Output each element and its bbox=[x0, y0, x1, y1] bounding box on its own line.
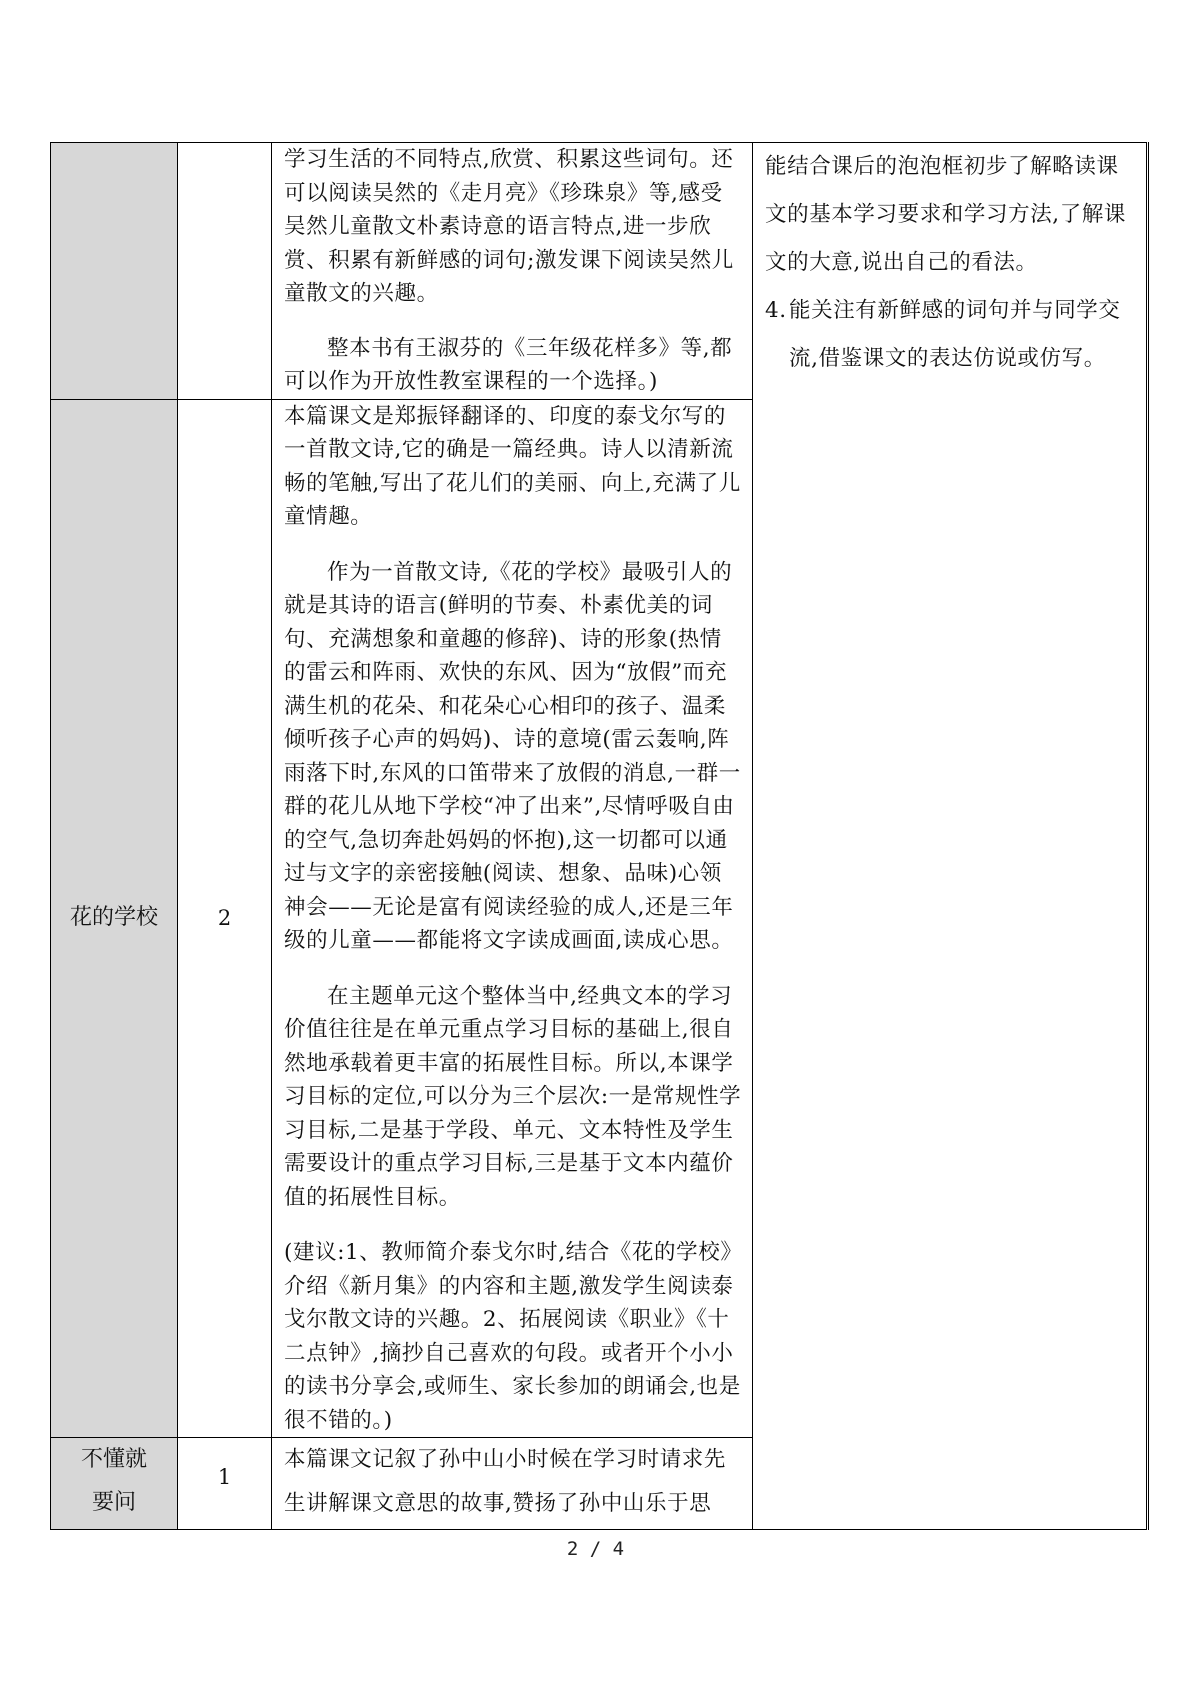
analysis-cell bbox=[272, 1438, 753, 1530]
lesson-table bbox=[50, 142, 1149, 1530]
analysis-cell bbox=[272, 143, 753, 400]
lesson-name-cell bbox=[51, 399, 178, 1438]
analysis-paragraph: (建议:1、教师简介泰戈尔时,结合《花的学校》介绍《新月集》的内容和主题,激发学生阅读泰戈尔散文诗的兴趣。2、拓展阅读《职业》《十二点钟》,摘抄自己喜欢的句段。或者开个小小的读书分享会,或师生、家长参加的朗诵会,也是很不错的。) bbox=[284, 1240, 741, 1433]
analysis-paragraph: 学习生活的不同特点,欣赏、积累这些词句。还可以阅读吴然的《走月亮》《珍珠泉》等,感受吴然儿童散文朴素诗意的语言特点,进一步欣赏、积累有新鲜感的词句;激发课下阅读吴然儿童散文的兴趣。 bbox=[284, 147, 734, 306]
goal-number: 4. bbox=[765, 298, 787, 323]
analysis-paragraph: 整本书有王淑芬的《三年级花样多》等,都可以作为开放性教室课程的一个选择。) bbox=[284, 335, 733, 394]
analysis-paragraph: 作为一首散文诗,《花的学校》最吸引人的就是其诗的语言(鲜明的节奏、朴素优美的词句、充满想象和童趣的修辞)、诗的形象(热情的雷云和阵雨、欢快的东风、因为“放假”而充满生机的花朵、和花朵心心相印的孩子、温柔倾听孩子心声的妈妈)、诗的意境(雷云轰响,阵雨落下时,东风的口笛带来了放假的消息,一群一群的花儿从地下学校“冲了出来”,尽情呼吸自由的空气,急切奔赴妈妈的怀抱),这一切都可以通过与文字的亲密接触(阅读、想象、品味)心领神会——无论是富有阅读经验的成人,还是三年级的儿童——都能将文字读成画面,读成心思。 bbox=[284, 559, 741, 953]
table-row bbox=[51, 143, 1148, 400]
goals-cell bbox=[753, 143, 1148, 1530]
analysis-paragraph: 本篇课文是郑振铎翻译的、印度的泰戈尔写的一首散文诗,它的确是一篇经典。诗人以清新流畅的笔触,写出了花儿们的美丽、向上,充满了儿童情趣。 bbox=[284, 403, 741, 529]
lesson-name: 不懂就要问 bbox=[80, 1447, 147, 1515]
hours-cell bbox=[178, 399, 272, 1438]
lesson-name: 花的学校 bbox=[69, 905, 158, 931]
hours-cell bbox=[178, 143, 272, 400]
analysis-paragraph: 在主题单元这个整体当中,经典文本的学习价值往往是在单元重点学习目标的基础上,很自然地承载着更丰富的拓展性目标。所以,本课学习目标的定位,可以分为三个层次:一是常规性学习目标,二是基于学段、单元、文本特性及学生需要设计的重点学习目标,三是基于文本内蕴价值的拓展性目标。 bbox=[284, 983, 742, 1210]
lesson-name-cell bbox=[51, 1438, 178, 1530]
goal-intro: 能结合课后的泡泡框初步了解略读课文的基本学习要求和学习方法,了解课文的大意,说出自己的看法。 bbox=[765, 154, 1127, 275]
goal-text: 能关注有新鲜感的词句并与同学交流,借鉴课文的表达仿说或仿写。 bbox=[789, 298, 1121, 371]
page-number: 2 / 4 bbox=[566, 1538, 625, 1560]
goal-item-4 bbox=[765, 287, 1140, 383]
analysis-paragraph: 本篇课文记叙了孙中山小时候在学习时请求先生讲解课文意思的故事,赞扬了孙中山乐于思 bbox=[284, 1447, 727, 1516]
lesson-hours: 1 bbox=[217, 1464, 232, 1489]
analysis-cell bbox=[272, 399, 753, 1438]
hours-cell bbox=[178, 1438, 272, 1530]
lesson-hours: 2 bbox=[217, 906, 232, 931]
lesson-name-cell bbox=[51, 143, 178, 400]
